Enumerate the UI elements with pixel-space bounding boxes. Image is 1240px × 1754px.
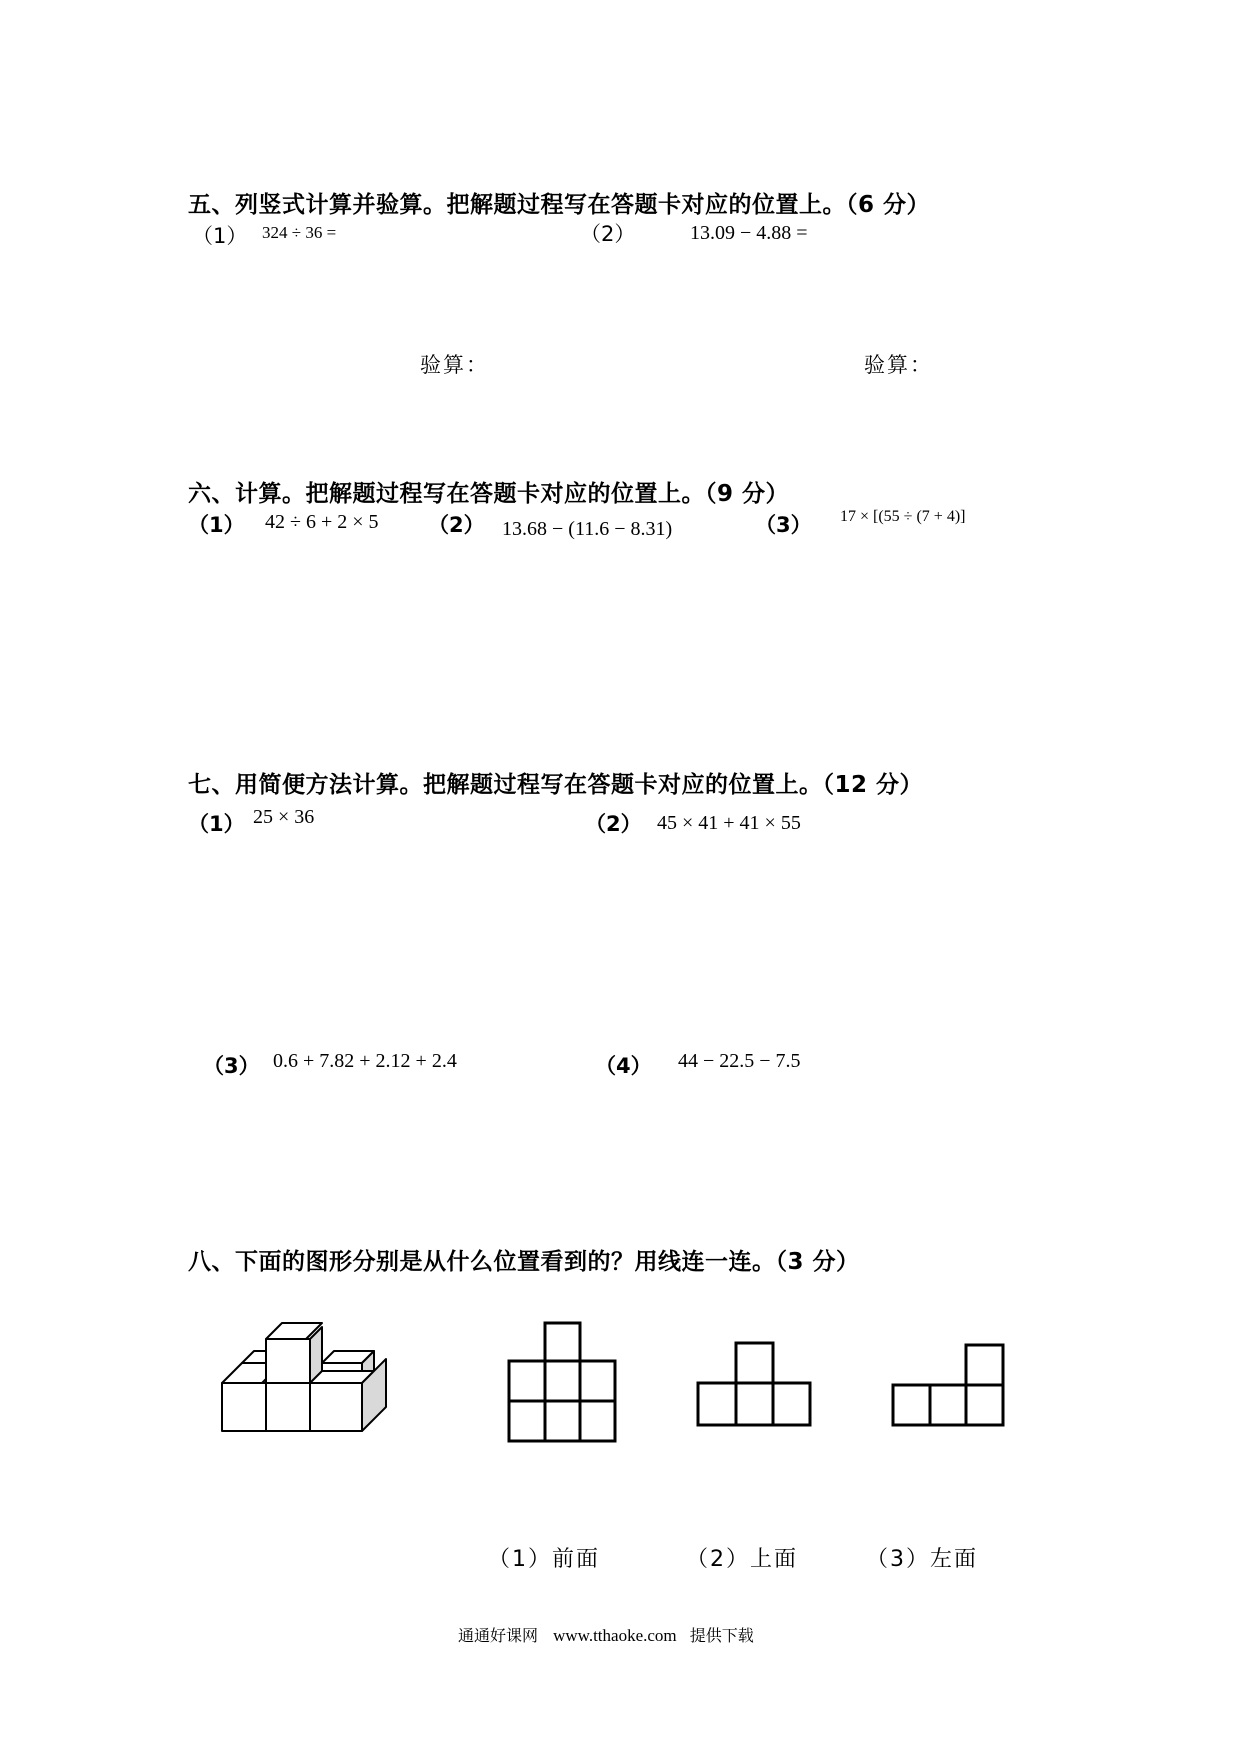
problem-expression: 45 × 41 + 41 × 55	[657, 812, 801, 834]
problem-label: （3）	[755, 513, 812, 537]
section-five-title: 五、列竖式计算并验算。把解题过程写在答题卡对应的位置上。（6 分）	[188, 192, 931, 218]
cube-stack-3d	[222, 1323, 386, 1431]
problem-label: （4）	[595, 1054, 652, 1078]
problem-label: （1）	[192, 224, 248, 248]
section-eight-title: 八、下面的图形分别是从什么位置看到的？用线连一连。（3 分）	[188, 1249, 860, 1275]
problem-label: （2）	[428, 513, 485, 537]
check-label: 验算：	[864, 353, 933, 377]
problem-expression: 17 × [(55 ÷ (7 + 4)]	[840, 508, 966, 525]
footer-url: www.tthaoke.com	[553, 1626, 677, 1645]
section-seven-title: 七、用简便方法计算。把解题过程写在答题卡对应的位置上。（12 分）	[188, 772, 924, 798]
problem-expression: 25 × 36	[253, 806, 315, 828]
footer-site-name: 通通好课网	[458, 1626, 539, 1645]
view-shape-1	[509, 1323, 615, 1441]
problem-expression: 324 ÷ 36 =	[262, 223, 337, 242]
view-shape-3	[893, 1345, 1003, 1425]
problem-label: （2）	[580, 222, 636, 246]
view-shape-2	[698, 1343, 810, 1425]
problem-expression: 42 ÷ 6 + 2 × 5	[265, 511, 379, 533]
problem-label: （3）	[203, 1054, 260, 1078]
cube-figures	[0, 1300, 1240, 1600]
problem-label: （1）	[188, 812, 245, 836]
problem-expression: 44 − 22.5 − 7.5	[678, 1050, 801, 1072]
view-label-front: （1）前面	[488, 1547, 600, 1572]
check-label: 验算：	[420, 353, 489, 377]
view-label-top: （2）上面	[686, 1547, 798, 1572]
view-label-left: （3）左面	[866, 1547, 978, 1572]
problem-expression: 0.6 + 7.82 + 2.12 + 2.4	[273, 1050, 457, 1072]
problem-expression: 13.09 − 4.88 =	[690, 222, 808, 244]
problem-label: （2）	[585, 812, 642, 836]
problem-label: （1）	[188, 513, 245, 537]
footer	[458, 1623, 754, 1646]
section-six-title: 六、计算。把解题过程写在答题卡对应的位置上。（9 分）	[188, 481, 790, 507]
footer-suffix: 提供下载	[689, 1626, 754, 1645]
problem-expression: 13.68 − (11.6 − 8.31)	[502, 518, 673, 540]
